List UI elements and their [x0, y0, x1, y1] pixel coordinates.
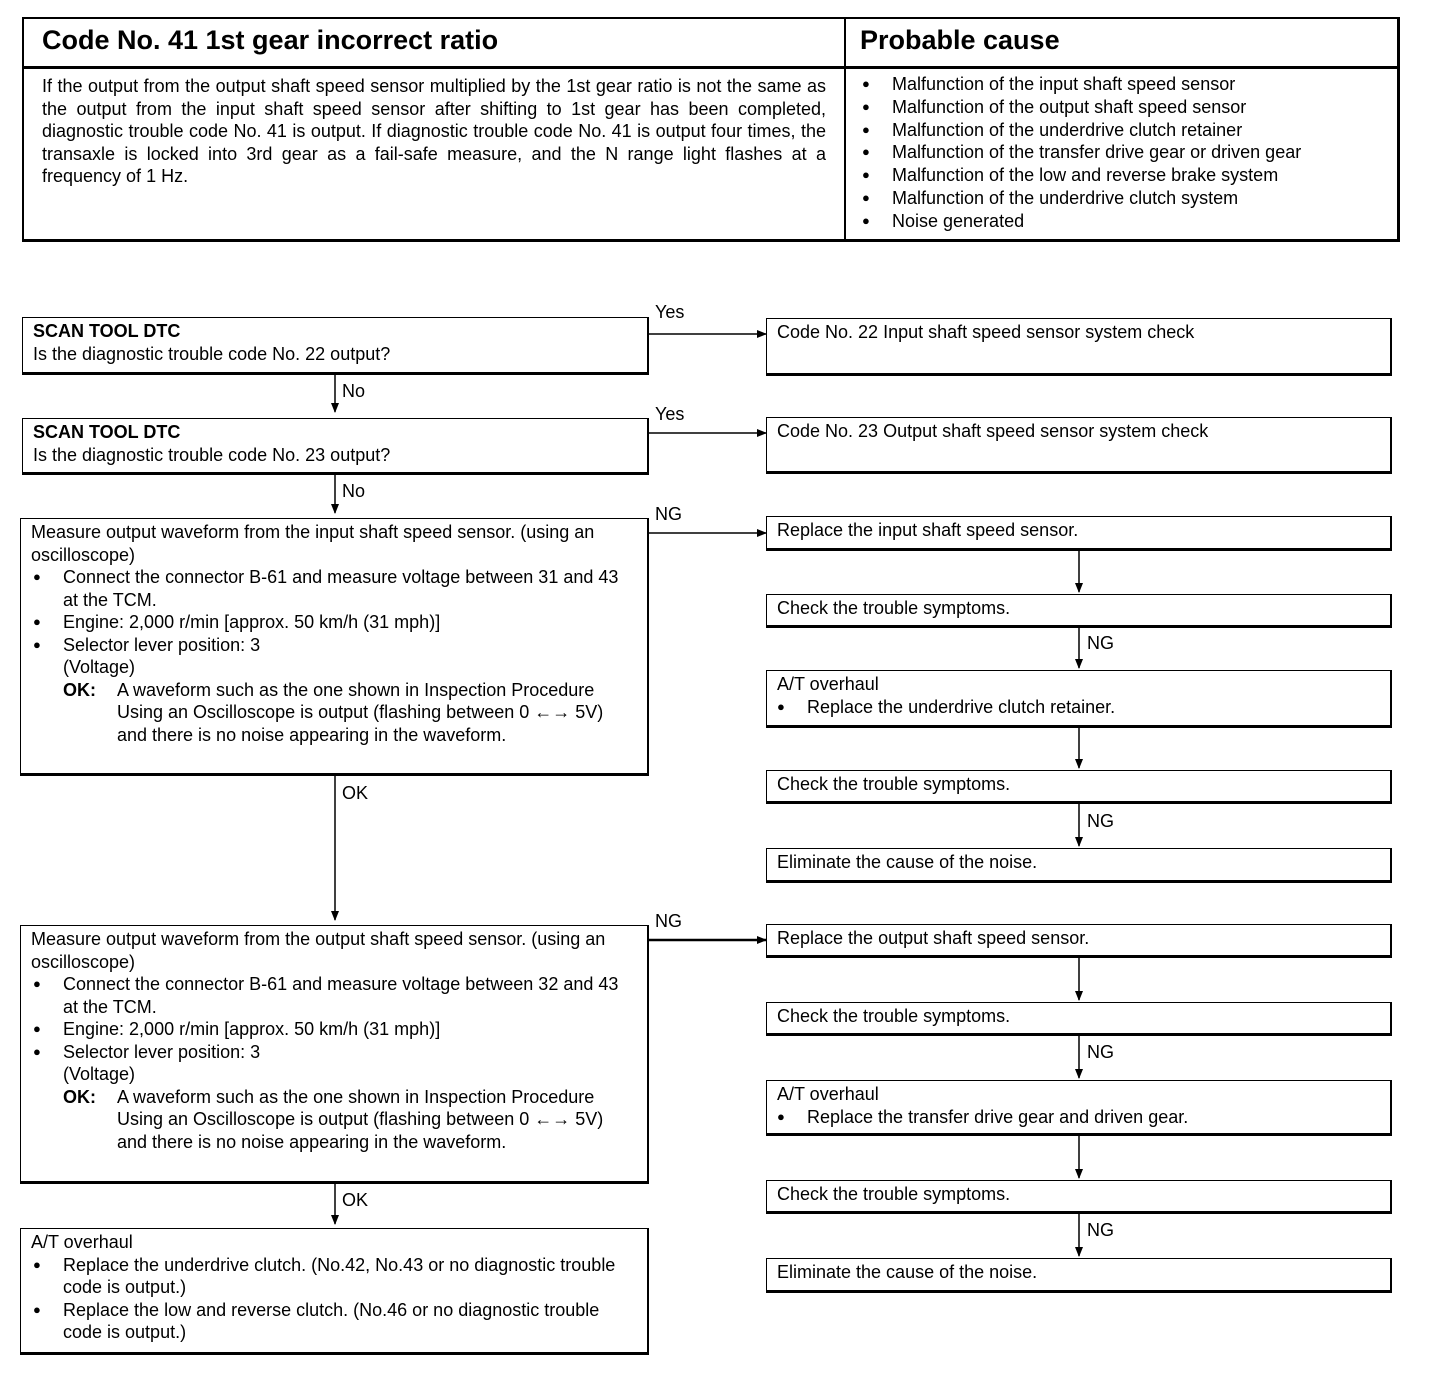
- r12-eliminate-noise-box: [766, 1258, 1392, 1293]
- r9-check-symptoms-box: [766, 1002, 1392, 1036]
- step4-bullet: ● Connect the connector B-61 and measure voltage between 32 and 43 at the TCM.: [31, 973, 637, 1018]
- r4-text: Check the trouble symptoms.: [777, 598, 1011, 618]
- r2-text: Code No. 23 Output shaft speed sensor system check: [777, 421, 1209, 441]
- label-ng-1: NG: [655, 504, 682, 524]
- label-yes-2: Yes: [655, 404, 685, 424]
- probable-cause-item: ● Malfunction of the output shaft speed sensor: [860, 96, 1386, 119]
- code-title: Code No. 41 1st gear incorrect ratio: [24, 19, 844, 69]
- r4-check-symptoms-box: [766, 594, 1392, 628]
- r8-text: Replace the output shaft speed sensor.: [777, 928, 1090, 948]
- step4-ok-label: OK:: [63, 1086, 96, 1107]
- step3-ok-text: A waveform such as the one shown in Inspection Procedure Using an Oscilloscope is output (flashing between 0 ←→ 5V) and there is no noise appearing in the waveform.: [117, 679, 604, 745]
- r5-title: A/T overhaul: [777, 674, 879, 694]
- step3-input-waveform-box: [20, 518, 649, 776]
- r7-text: Eliminate the cause of the noise.: [777, 852, 1038, 872]
- r1-text: Code No. 22 Input shaft speed sensor system check: [777, 322, 1195, 342]
- label-ok-1: OK: [342, 783, 369, 803]
- label-ng-r3: NG: [1087, 1042, 1114, 1062]
- step5-bullet: ● Replace the underdrive clutch. (No.42, No.43 or no diagnostic trouble code is output.): [31, 1254, 637, 1299]
- r1-input-sensor-check-box: [766, 318, 1392, 376]
- step5-bullet: ● Replace the low and reverse clutch. (No.46 or no diagnostic trouble code is output.): [31, 1299, 637, 1344]
- label-ng-r1: NG: [1087, 633, 1114, 653]
- step4-voltage: (Voltage): [63, 1064, 136, 1084]
- r5-overhaul-box: [766, 670, 1392, 728]
- r7-eliminate-noise-box: [766, 848, 1392, 883]
- step4-bullet: ● Selector lever position: 3: [31, 1041, 637, 1064]
- step2-scan-tool-box: [22, 418, 649, 475]
- label-no-2: No: [342, 481, 366, 501]
- r10-bullet: ● Replace the transfer drive gear and driven gear.: [775, 1106, 1380, 1129]
- step2-title: SCAN TOOL DTC: [33, 422, 181, 442]
- probable-cause-item: ● Malfunction of the transfer drive gear or driven gear: [860, 141, 1386, 164]
- r8-replace-output-sensor-box: [766, 924, 1392, 958]
- step4-ok-text: A waveform such as the one shown in Inspection Procedure Using an Oscilloscope is output (flashing between 0 ←→ 5V) and there is no noise appearing in the waveform.: [117, 1086, 604, 1152]
- step5-overhaul-box: [20, 1228, 649, 1355]
- probable-cause-item: ● Malfunction of the low and reverse brake system: [860, 164, 1386, 187]
- step4-bullet: ● Engine: 2,000 r/min [approx. 50 km/h (31 mph)]: [31, 1018, 637, 1041]
- label-ng-r2: NG: [1087, 811, 1114, 831]
- code-description: If the output from the output shaft speed sensor multiplied by the 1st gear ratio is not the same as the output from the input shaft speed sensor after shifting to 1st gear has been completed, diagnostic trouble code No. 41 is output. If diagnostic trouble code No. 41 is output four times, the transaxle is locked into 3rd gear as a fail-safe measure, and the N range light flashes at a frequency of 1 Hz.: [42, 76, 826, 186]
- step3-ok-label: OK:: [63, 679, 96, 700]
- r10-title: A/T overhaul: [777, 1084, 879, 1104]
- step5-title: A/T overhaul: [31, 1232, 133, 1252]
- probable-cause-item: ● Malfunction of the underdrive clutch system: [860, 187, 1386, 210]
- step3-bullet: ● Selector lever position: 3: [31, 634, 637, 657]
- r11-check-symptoms-box: [766, 1180, 1392, 1214]
- step3-bullet: ● Connect the connector B-61 and measure voltage between 31 and 43 at the TCM.: [31, 566, 637, 611]
- step1-scan-tool-box: [22, 317, 649, 375]
- r11-text: Check the trouble symptoms.: [777, 1184, 1011, 1204]
- step4-output-waveform-box: [20, 925, 649, 1184]
- label-yes-1: Yes: [655, 302, 685, 322]
- probable-cause-item: ● Malfunction of the input shaft speed sensor: [860, 73, 1386, 96]
- step3-bullet: ● Engine: 2,000 r/min [approx. 50 km/h (31 mph)]: [31, 611, 637, 634]
- step4-intro: Measure output waveform from the output shaft speed sensor. (using an oscilloscope): [31, 929, 606, 972]
- r6-text: Check the trouble symptoms.: [777, 774, 1011, 794]
- step1-title: SCAN TOOL DTC: [33, 321, 181, 341]
- probable-cause-title: Probable cause: [844, 19, 1400, 69]
- r6-check-symptoms-box: [766, 770, 1392, 804]
- r9-text: Check the trouble symptoms.: [777, 1006, 1011, 1026]
- step3-voltage: (Voltage): [63, 657, 136, 677]
- r3-replace-input-sensor-box: [766, 516, 1392, 551]
- label-ng-r4: NG: [1087, 1220, 1114, 1240]
- r3-text: Replace the input shaft speed sensor.: [777, 520, 1079, 540]
- label-ng-2: NG: [655, 911, 682, 931]
- probable-cause-item: ● Noise generated: [860, 210, 1386, 233]
- label-no-1: No: [342, 381, 366, 401]
- step1-question: Is the diagnostic trouble code No. 22 output?: [33, 343, 391, 364]
- r2-output-sensor-check-box: [766, 417, 1392, 474]
- label-ok-2: OK: [342, 1190, 369, 1210]
- step2-question: Is the diagnostic trouble code No. 23 output?: [33, 444, 391, 465]
- r10-overhaul-box: [766, 1080, 1392, 1136]
- r12-text: Eliminate the cause of the noise.: [777, 1262, 1038, 1282]
- step3-intro: Measure output waveform from the input shaft speed sensor. (using an oscilloscope): [31, 522, 595, 565]
- probable-cause-item: ● Malfunction of the underdrive clutch retainer: [860, 119, 1386, 142]
- r5-bullet: ● Replace the underdrive clutch retainer.: [775, 696, 1380, 719]
